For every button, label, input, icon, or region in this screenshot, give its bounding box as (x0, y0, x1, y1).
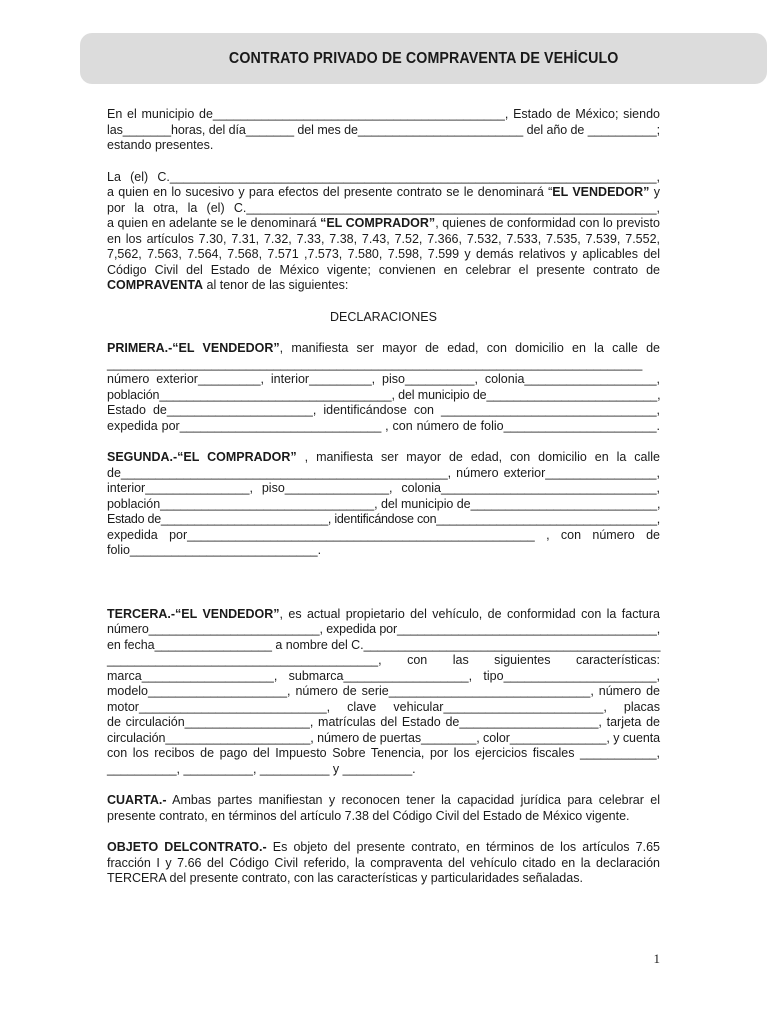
parties-line-6: 7,562, 7.563, 7.564, 7.568, 7.571 ,7.573, 7.580, 7.598, 7.599 y demás relativos y aplicables del (107, 247, 660, 261)
tercera-heading: TERCERA.-“EL VENDEDOR” (107, 606, 280, 621)
objeto-heading: OBJETO DELCONTRATO.- (107, 840, 267, 854)
parties-line-1: La (el) C.______________________________________________________________________, (107, 169, 660, 184)
intro-line-3: estando presentes. (107, 138, 214, 152)
tercera-line-9: circulación_____________________, número de puertas________, color______________, y cuenta (107, 730, 661, 745)
intro-line-2: las_______horas, del día_______ del mes de________________________ del año de __________; (107, 122, 660, 137)
objeto-clause (107, 840, 660, 887)
intro-line-1: En el municipio de__________________________________________, Estado de México; siendo (107, 107, 660, 121)
primera-heading: PRIMERA.-“EL VENDEDOR” (107, 341, 280, 355)
parties-line-8: COMPRAVENTA al tenor de las siguientes: (107, 278, 349, 292)
segunda-line-2: de_______________________________________________, número exterior________________, (107, 465, 660, 480)
cuarta-clause (107, 793, 660, 824)
cuarta-line-1: CUARTA.- Ambas partes manifiestan y reconocen tener la capacidad jurídica para celebrar el (107, 793, 660, 807)
segunda-line-1: SEGUNDA.-“EL COMPRADOR” , manifiesta ser mayor de edad, con domicilio en la calle (107, 450, 661, 464)
page-number: 1 (653, 951, 660, 966)
tercera-line-3: en fecha_________________ a nombre del C.___________________________________________ (107, 637, 661, 652)
tercera-line-4: _______________________________________, con las siguientes características: (107, 653, 660, 667)
segunda-line-4: población_______________________________, del municipio de___________________________, (107, 496, 661, 511)
parties-paragraph (107, 170, 660, 294)
cuarta-line-2: presente contrato, en términos del artículo 7.38 del Código Civil del Estado de México vigente. (107, 808, 630, 823)
tercera-line-6: modelo____________________, número de serie_____________________________, número de (107, 684, 660, 698)
primera-line-2: _____________________________________________________________________________ (107, 356, 643, 371)
segunda-line-7: folio___________________________. (107, 543, 322, 557)
objeto-line-2: fracción I y 7.66 del Código Civil referido, la compraventa del vehículo citado en la declaración (107, 855, 660, 870)
segunda-line-6: expedida por__________________________________________________ , con número de (107, 527, 660, 542)
parties-line-4: a quien en adelante se le denominará “EL COMPRADOR”, quienes de conformidad con lo previsto (107, 216, 660, 230)
objeto-line-3: TERCERA del presente contrato, con las características y particularidades señaladas. (107, 871, 583, 885)
declaraciones-heading: DECLARACIONES (330, 309, 437, 324)
primera-line-3: número exterior_________, interior_________, piso__________, colonia___________________, (107, 372, 660, 386)
segunda-line-5: Estado de_________________________, identificándose con_________________________________, (107, 512, 660, 526)
tercera-line-5: marca___________________, submarca__________________, tipo______________________, (107, 668, 660, 683)
cuarta-heading: CUARTA.- (107, 793, 167, 807)
tercera-clause (107, 607, 660, 778)
segunda-heading: SEGUNDA.-“EL COMPRADOR” (107, 450, 297, 464)
primera-line-5: Estado de_____________________, identificándose con _______________________________, (107, 403, 660, 417)
primera-line-1: PRIMERA.-“EL VENDEDOR”, manifiesta ser mayor de edad, con domicilio en la calle de (107, 341, 660, 355)
primera-line-6: expedida por_____________________________ , con número de folio______________________. (107, 418, 660, 433)
tercera-line-10: con los recibos de pago del Impuesto Sobre Tenencia, por los ejercicios fiscales ___________, (107, 746, 660, 760)
tercera-line-8: de circulación__________________, matrículas del Estado de____________________, tarjeta de (107, 715, 660, 729)
title-banner (80, 33, 767, 84)
primera-line-4: población__________________________________, del municipio de_________________________, (107, 387, 661, 402)
objeto-line-1: OBJETO DELCONTRATO.- Es objeto del presente contrato, en términos de los artículos 7.65 (107, 840, 661, 854)
tercera-line-11: __________, __________, __________ y __________. (107, 761, 416, 776)
parties-line-3: por la otra, la (el) C.___________________________________________________________, (107, 200, 660, 215)
document-body (107, 107, 660, 887)
parties-line-2: a quien en lo sucesivo y para efectos del presente contrato se le denominará “EL VENDEDOR” y (107, 185, 660, 199)
primera-clause (107, 341, 660, 434)
tercera-line-7: motor___________________________, clave vehicular_______________________, placas (107, 699, 660, 714)
intro-paragraph (107, 107, 660, 154)
parties-line-5: en los artículos 7.30, 7.31, 7.32, 7.33, 7.38, 7.43, 7.52, 7.366, 7.532, 7.533, 7.535, 7.539, 7.552, (107, 231, 660, 246)
tercera-line-2: número_________________________, expedida por______________________________________, (107, 622, 661, 636)
document-title: CONTRATO PRIVADO DE COMPRAVENTA DE VEHÍCULO (228, 49, 619, 67)
parties-line-7: Código Civil del Estado de México vigente; convienen en celebrar el presente contrato de (107, 262, 660, 277)
segunda-line-3: interior_______________, piso_______________, colonia_______________________________, (107, 481, 660, 495)
segunda-clause (107, 450, 660, 559)
tercera-line-1: TERCERA.-“EL VENDEDOR”, es actual propietario del vehículo, de conformidad con la factura (107, 606, 660, 621)
